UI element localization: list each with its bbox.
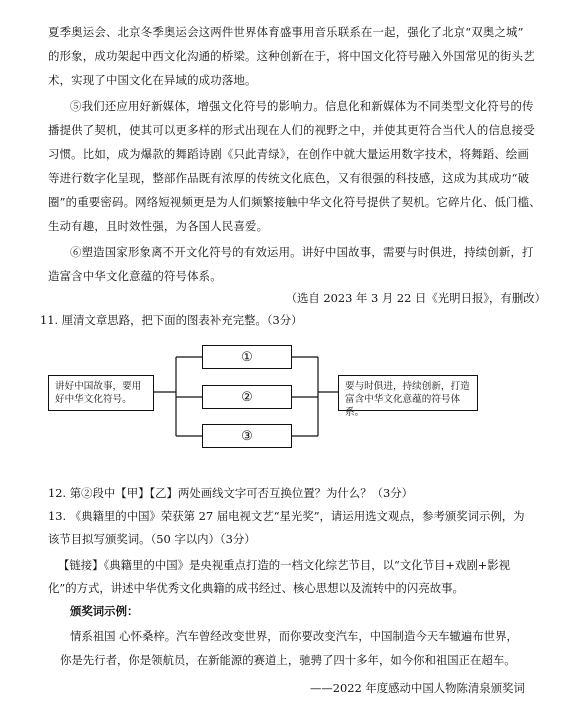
paragraph-6-line: 造富含中华文化意蕴的符号体系。: [48, 269, 222, 283]
passage-line: 术，实现了中国文化在异域的成功落地。: [48, 73, 257, 87]
diagram-slot-3: ③: [202, 424, 292, 448]
question-11: 11. 厘清文章思路，把下面的图表补充完整。（3分）: [40, 313, 303, 327]
diagram-end-box: 要与时俱进，持续创新，打造富含中华文化意蕴的符号体系。: [338, 375, 478, 411]
example-signature: ——2022 年度感动中国人物陈清泉颁奖词: [310, 681, 525, 695]
passage-line: 的形象，成功架起中西文化沟通的桥梁。这种创新在于，将中国文化符号融入外国常见的街头艺: [48, 49, 535, 63]
example-line: 情系祖国 心怀桑梓。汽车曾经改变世界，而你要改变汽车，中国制造今天车辙遍布世界，: [70, 629, 518, 643]
paragraph-5-line: 等进行数字化呈现，整部作品既有浓厚的传统文化底色，又有很强的科技感，这成为其成功“破: [48, 171, 530, 185]
question-12: 12. 第②段中【甲】【乙】两处画线文字可否互换位置？为什么？（3分）: [48, 486, 414, 500]
paragraph-6-line: ⑥塑造国家形象离不开文化符号的有效运用。讲好中国故事，需要与时俱进，持续创新，打: [70, 245, 534, 259]
paragraph-5-line: 习惯。比如，成为爆款的舞蹈诗剧《只此青绿》，在创作中就大量运用数字技术，将舞蹈、绘画: [48, 147, 530, 161]
link-line: 【链接】《典籍里的中国》是央视重点打造的一档文化综艺节目，以“文化节目+戏剧+影视: [58, 558, 511, 572]
thinking-diagram: [48, 335, 548, 460]
passage-line: 夏季奥运会、北京冬季奥运会这两件世界体育盛事用音乐联系在一起，强化了北京“双奥之城”: [48, 25, 524, 39]
question-13-line: 该节目拟写颁奖词。（50 字以内）（3分）: [48, 532, 256, 546]
diagram-slot-2: ②: [202, 385, 292, 409]
passage-source: （选自 2023 年 3 月 22 日《光明日报》，有删改）: [285, 291, 546, 305]
paragraph-5-line: 播提供了契机，使其可以更多样的形式出现在人们的视野之中，并使其更符合当代人的信息接受: [48, 123, 535, 137]
diagram-start-box: 讲好中国故事，要用好中华文化符号。: [48, 375, 154, 411]
question-13-line: 13. 《典籍里的中国》荣获第 27 届电视文艺“星光奖”，请运用选文观点，参考颁奖词示例，为: [48, 509, 525, 523]
link-line: 化”的方式，讲述中华优秀文化典籍的成书经过、核心思想以及流转中的闪亮故事。: [48, 581, 464, 595]
example-title: 颁奖词示例：: [70, 604, 139, 618]
paragraph-5-line: 圈”的重要密码。网络短视频更是为人们频繁接触中华文化符号提供了契机。它碎片化、低门槛、: [48, 195, 541, 209]
diagram-slot-1: ①: [202, 345, 292, 369]
example-line: 你是先行者，你是领航员，在新能源的赛道上，驰骋了四十多年，如今你和祖国正在超车。: [60, 653, 516, 667]
paragraph-5-line: 生动有趣，且时效性强，为各国人民喜爱。: [48, 219, 269, 233]
paragraph-5-line: ⑤我们还应用好新媒体，增强文化符号的影响力。信息化和新媒体为不同类型文化符号的传: [70, 99, 534, 113]
